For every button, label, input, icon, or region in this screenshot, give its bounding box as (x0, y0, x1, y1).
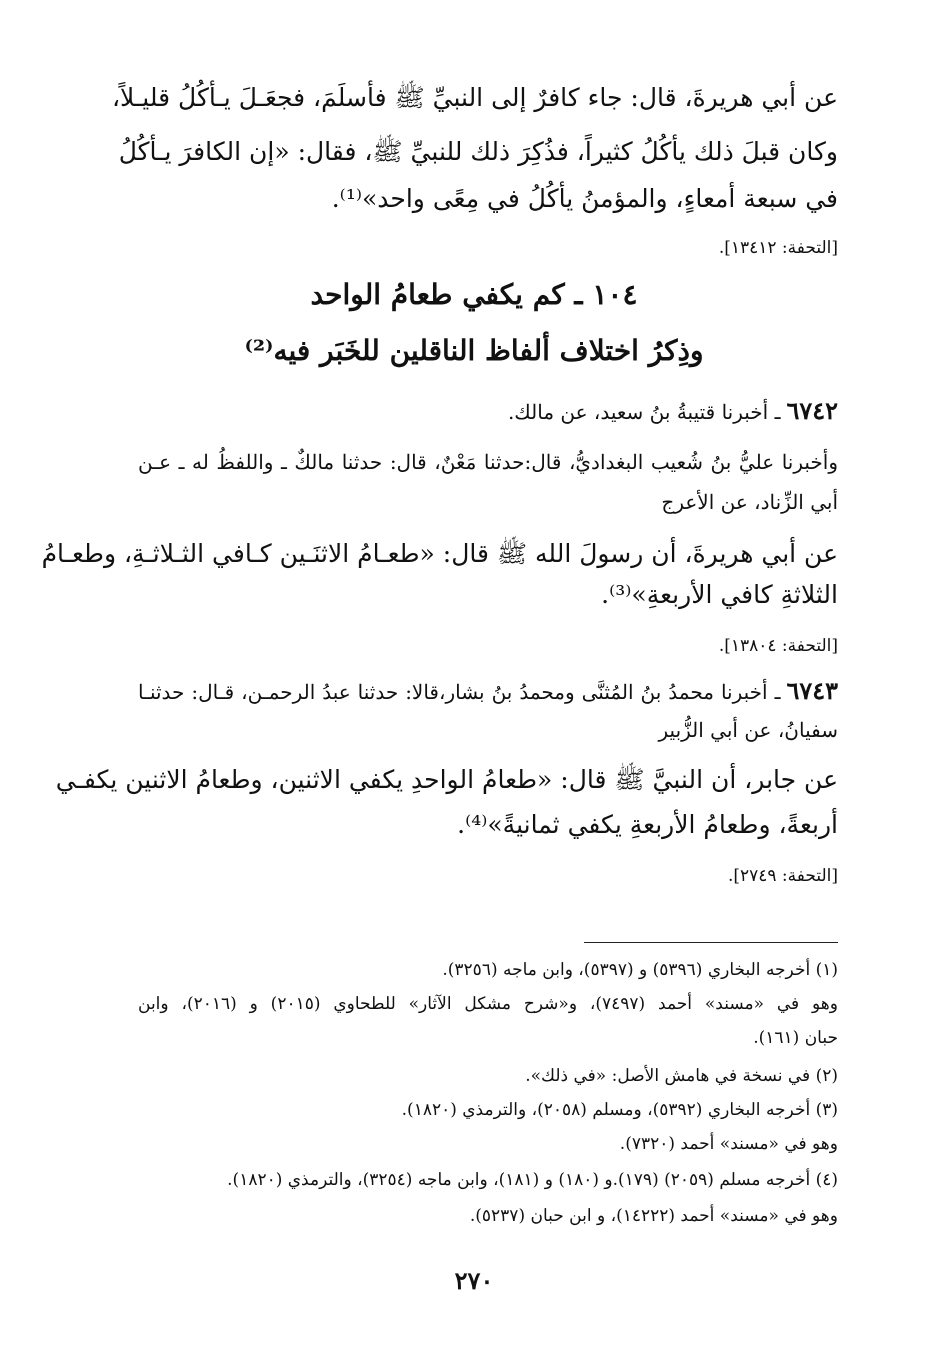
tuhfa-reference: [التحفة: ١٣٨٠٤]. (718, 636, 838, 656)
hadith-number: ٦٧٤٢ (786, 396, 838, 425)
text-line: الثلاثةِ كافي الأربعةِ»⁽³⁾. (601, 580, 838, 609)
isnad-text: ـ أخبرنا قتيبةُ بنُ سعيد، عن مالك. (507, 400, 781, 424)
hadith-6743-line (138, 676, 838, 705)
text-line: عن جابر، أن النبيَّ ﷺ قال: «طعامُ الواحدِ يكفي الاثنين، وطعامُ الاثنين يكفـي (55, 765, 838, 794)
text-line: عن أبي هريرةَ، قال: جاء كافرٌ إلى النبيِّ ﷺ فأسلَمَ، فجعَـلَ يـأكُلُ قليـلاً، (111, 83, 838, 112)
tuhfa-reference: [التحفة: ١٣٤١٢]. (718, 238, 838, 258)
hadith-6742-line (508, 396, 838, 425)
text-line: في سبعة أمعاءٍ، والمؤمنُ يأكُلُ في مِعًى واحد»⁽¹⁾. (331, 184, 838, 213)
footnote-4: (٤) أخرجه مسلم (٢٠٥٩) (١٧٩).و (١٨٠) و (١٨١)، وابن ماجه (٣٢٥٤)، والترمذي (١٨٢٠). (227, 1170, 838, 1190)
isnad-text: ـ أخبرنا محمدُ بنُ المُثنَّى ومحمدُ بنُ بشار،قالا: حدثنا عبدُ الرحمـن، قـال: حدثنـا (138, 680, 781, 704)
footnote-1-continued: وهو في «مسند» أحمد (٧٤٩٧)، و«شرح مشكل الآثار» للطحاوي (٢٠١٥) و (٢٠١٦)، وابن (138, 994, 838, 1014)
footnote-3-continued: وهو في «مسند» أحمد (٧٣٢٠). (619, 1134, 838, 1154)
footnote-1-continued: حبان (١٦١). (753, 1028, 838, 1048)
footnote-4-continued: وهو في «مسند» أحمد (١٤٢٢٢)، و ابن حبان (٥٢٣٧). (469, 1206, 838, 1226)
text-line: أبي الزِّناد، عن الأعرج (661, 490, 838, 514)
footnote-separator (584, 942, 838, 943)
footnote-3: (٣) أخرجه البخاري (٥٣٩٢)، ومسلم (٢٠٥٨)، والترمذي (١٨٢٠). (401, 1100, 838, 1120)
text-line: عن أبي هريرةَ، أن رسولَ الله ﷺ قال: «طعـامُ الاثنَـين كـافي الثـلاثـةِ، وطعـامُ (41, 539, 838, 568)
text-line: وأخبرنا عليُّ بنُ شُعيب البغداديُّ، قال:حدثنا مَعْنٌ، قال: حدثنا مالكٌ ـ واللفظُ له ـ عـن (138, 450, 838, 474)
hadith-number: ٦٧٤٣ (786, 676, 838, 705)
chapter-title: ١٠٤ ـ كم يكفي طعامُ الواحد (310, 278, 638, 311)
text-line: وكان قبلَ ذلك يأكُلُ كثيراً، فذُكِرَ ذلك للنبيِّ ﷺ، فقال: «إن الكافرَ يـأكُلُ (118, 137, 838, 166)
chapter-subtitle: وذِكرُ اختلاف ألفاظ الناقلين للخَبَر فيه⁽²⁾ (244, 334, 704, 367)
footnote-1: (١) أخرجه البخاري (٥٣٩٦) و (٥٣٩٧)، وابن ماجه (٣٢٥٦). (442, 960, 838, 980)
tuhfa-reference: [التحفة: ٢٧٤٩]. (727, 866, 838, 886)
text-line: أربعةً، وطعامُ الأربعةِ يكفي ثمانيةً»⁽⁴⁾. (457, 810, 838, 839)
page-number: ٢٧٠ (454, 1266, 494, 1295)
footnote-2: (٢) في نسخة في هامش الأصل: «في ذلك». (525, 1066, 838, 1086)
text-line: سفيانُ، عن أبي الزُّبير (658, 718, 838, 742)
